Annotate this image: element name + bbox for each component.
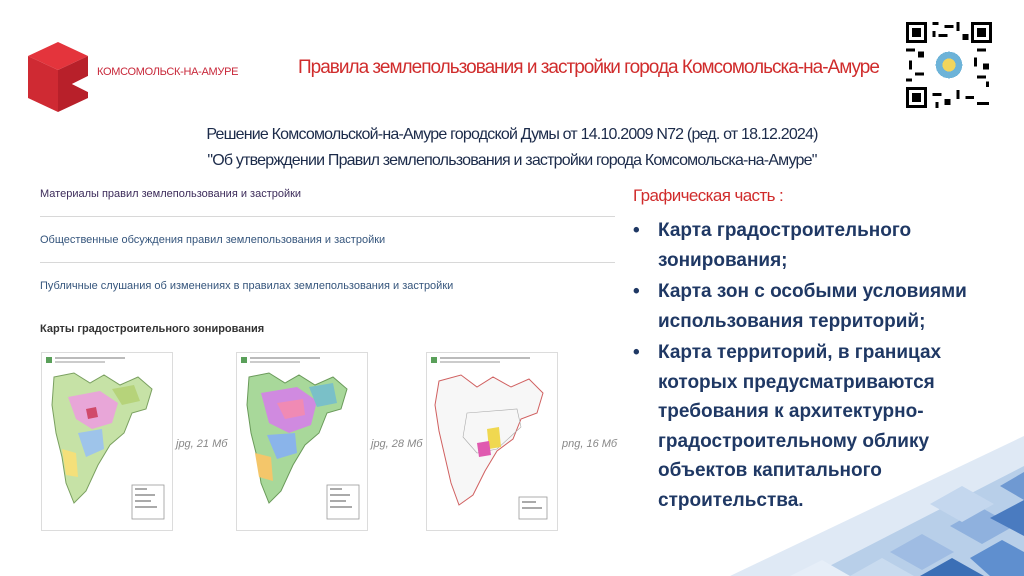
city-logo-text: КОМСОМОЛЬСК-НА-АМУРЕ <box>97 66 239 78</box>
public-hearings-link[interactable]: Публичные слушания об изменениях в правилах землепользования и застройки <box>40 280 454 292</box>
bullet-icon: • <box>633 342 640 363</box>
bullet-icon: • <box>633 220 640 241</box>
file-info: jpg, 28 Мб <box>371 438 423 450</box>
zoning-map-thumbnail[interactable] <box>41 352 173 531</box>
page-title: Правила землепользования и застройки города Комсомольска-на-Амуре <box>298 57 879 78</box>
list-item <box>633 277 993 336</box>
decorative-corner-pattern <box>700 426 1024 576</box>
file-info: png, 16 Мб <box>562 438 618 450</box>
decision-reference: Решение Комсомольской-на-Амуре городской Думы от 14.10.2009 N72 (ред. от 18.12.2024) <box>206 126 818 143</box>
zoning-maps-heading: Карты градостроительного зонирования <box>40 323 265 335</box>
architectural-requirements-map-thumbnail[interactable] <box>426 352 558 531</box>
list-item-text: Карта зон с особыми условиями использования территорий; <box>658 281 967 332</box>
materials-link[interactable]: Материалы правил землепользования и застройки <box>40 188 302 200</box>
file-info: jpg, 21 Мб <box>176 438 228 450</box>
decision-title: "Об утверждении Правил землепользования и застройки города Комсомольска-на-Амуре" <box>207 152 817 169</box>
city-logo-icon <box>28 42 88 112</box>
divider <box>40 216 615 217</box>
list-item-text: Карта территорий, в границах которых предусматриваются требования к архитектурно-градостроительному облику объектов капитального строительства. <box>658 342 942 511</box>
qr-code-icon[interactable] <box>906 22 992 108</box>
bullet-icon: • <box>633 281 640 302</box>
graphic-part-heading: Графическая часть : <box>633 186 784 205</box>
public-discussions-link[interactable]: Общественные обсуждения правил землепользования и застройки <box>40 234 386 246</box>
special-conditions-map-thumbnail[interactable] <box>236 352 368 531</box>
list-item <box>633 216 993 275</box>
divider <box>40 262 615 263</box>
list-item-text: Карта градостроительного зонирования; <box>658 220 912 271</box>
